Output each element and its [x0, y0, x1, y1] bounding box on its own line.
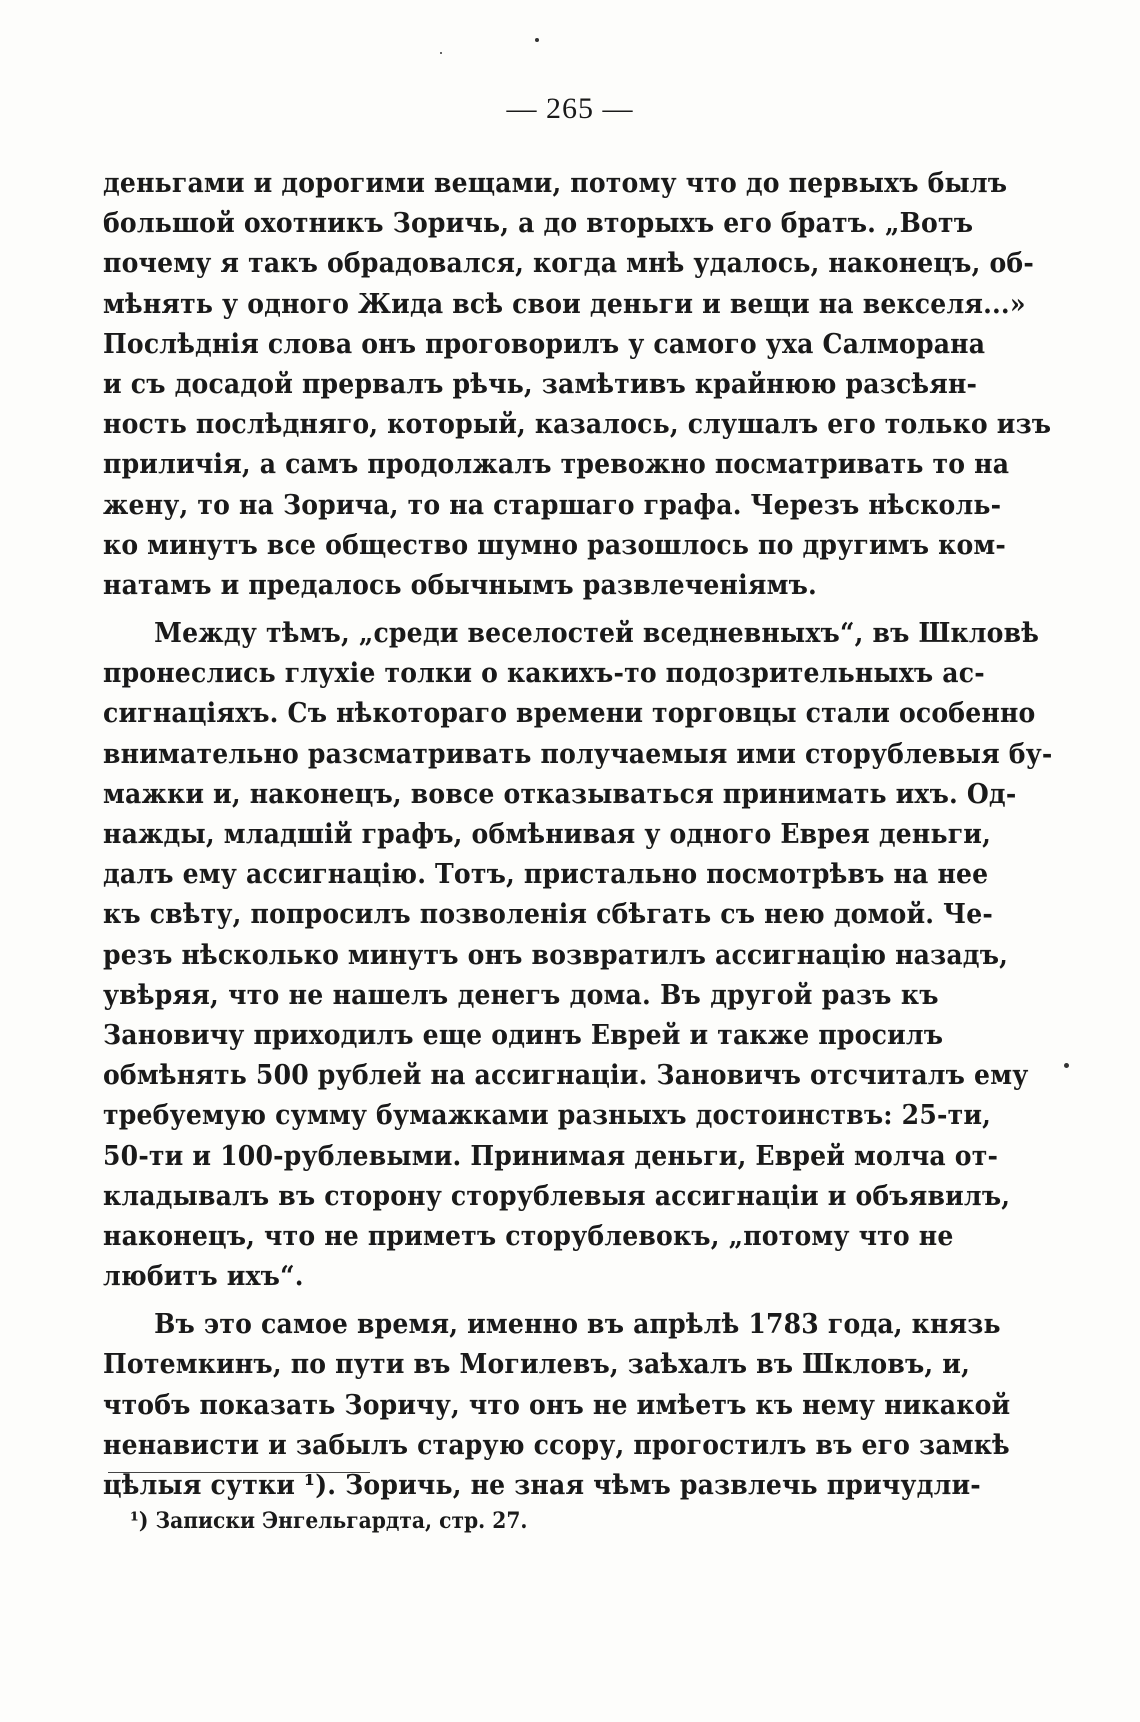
text-line: къ свѣту, попросилъ позволенія сбѣгать съ нею домой. Че-: [103, 899, 994, 931]
text-line: требуемую сумму бумажками разныхъ достоинствъ: 25-ти,: [103, 1100, 992, 1132]
page-number: — 265 —: [506, 92, 634, 125]
text-line: любитъ ихъ“.: [103, 1261, 304, 1293]
paragraph-1: [103, 164, 1052, 606]
body-text: [103, 164, 1053, 1506]
text-line: пронеслись глухіе толки о какихъ-то подозрительныхъ ас-: [103, 658, 985, 690]
text-line: 50-ти и 100-рублевыми. Принимая деньги, Еврей молча от-: [103, 1140, 999, 1172]
text-line: внимательно разсматривать получаемыя ими сторублевыя бу-: [103, 738, 1053, 770]
text-line: увѣряя, что не нашелъ денегъ дома. Въ другой разъ къ: [103, 979, 939, 1011]
scan-speck: [535, 38, 539, 42]
text-line: наконецъ, что не приметъ сторублевокъ, „потому что не: [103, 1220, 954, 1252]
text-line: мѣнять у одного Жида всѣ свои деньги и вещи на векселя...»: [103, 288, 1026, 320]
paragraph-3: [103, 1305, 1011, 1506]
footnote: ¹) Записки Энгельгардта, стр. 27.: [130, 1508, 528, 1534]
text-line: приличія, а самъ продолжалъ тревожно посматривать то на: [103, 449, 1010, 481]
text-line: Зановичу приходилъ еще одинъ Еврей и также просилъ: [103, 1019, 944, 1051]
text-line: кладывалъ въ сторону сторублевыя ассигнаціи и объявилъ,: [103, 1180, 1011, 1212]
text-line: ненависти и забылъ старую ссору, прогостилъ въ его замкѣ: [103, 1429, 1010, 1461]
text-line: обмѣнять 500 рублей на ассигнаціи. Зановичъ отсчиталъ ему: [103, 1060, 1029, 1092]
text-line: мажки и, наконецъ, вовсе отказываться принимать ихъ. Од-: [103, 778, 1017, 810]
text-line: Потемкинъ, по пути въ Могилевъ, заѣхалъ въ Шкловъ, и,: [103, 1349, 971, 1381]
text-line: натамъ и предалось обычнымъ развлеченіямъ.: [103, 569, 817, 601]
text-line: нажды, младшій графъ, обмѣнивая у одного Еврея деньги,: [103, 819, 992, 850]
footnote-divider: [108, 1472, 370, 1473]
text-line: деньгами и дорогими вещами, потому что до первыхъ былъ: [103, 168, 1008, 199]
text-line: резъ нѣсколько минутъ онъ возвратилъ ассигнацію назадъ,: [103, 939, 1009, 971]
text-line: большой охотникъ Зоричь, а до вторыхъ его братъ. „Вотъ: [103, 208, 974, 240]
scan-speck: [1064, 1063, 1069, 1068]
text-line: Между тѣмъ, „среди веселостей вседневныхъ“, въ Шкловѣ: [154, 618, 1040, 650]
text-line: и съ досадой прервалъ рѣчь, замѣтивъ крайнюю разсѣян-: [103, 368, 978, 400]
text-line: цѣлыя сутки ¹). Зоричь, не зная чѣмъ развлечь причудли-: [103, 1470, 981, 1501]
text-line: Въ это самое время, именно въ апрѣлѣ 1783 года, князь: [154, 1309, 1001, 1341]
scan-speck: [440, 52, 442, 54]
text-line: далъ ему ассигнацію. Тотъ, пристально посмотрѣвъ на нее: [103, 859, 989, 891]
text-line: ко минутъ все общество шумно разошлось по другимъ ком-: [103, 529, 1007, 561]
text-line: сигнаціяхъ. Съ нѣкотораго времени торговцы стали особенно: [103, 698, 1036, 730]
text-line: почему я такъ обрадовался, когда мнѣ удалось, наконецъ, об-: [103, 248, 1034, 280]
paragraph-2: [103, 614, 1053, 1297]
text-line: ность послѣдняго, который, казалось, слушалъ его только изъ: [103, 409, 1052, 441]
text-line: Послѣднія слова онъ проговорилъ у самого уха Салморана: [103, 328, 986, 360]
text-line: жену, то на Зорича, то на старшаго графа. Черезъ нѣсколь-: [103, 489, 1002, 521]
text-line: чтобъ показать Зоричу, что онъ не имѣетъ къ нему никакой: [103, 1389, 1011, 1421]
